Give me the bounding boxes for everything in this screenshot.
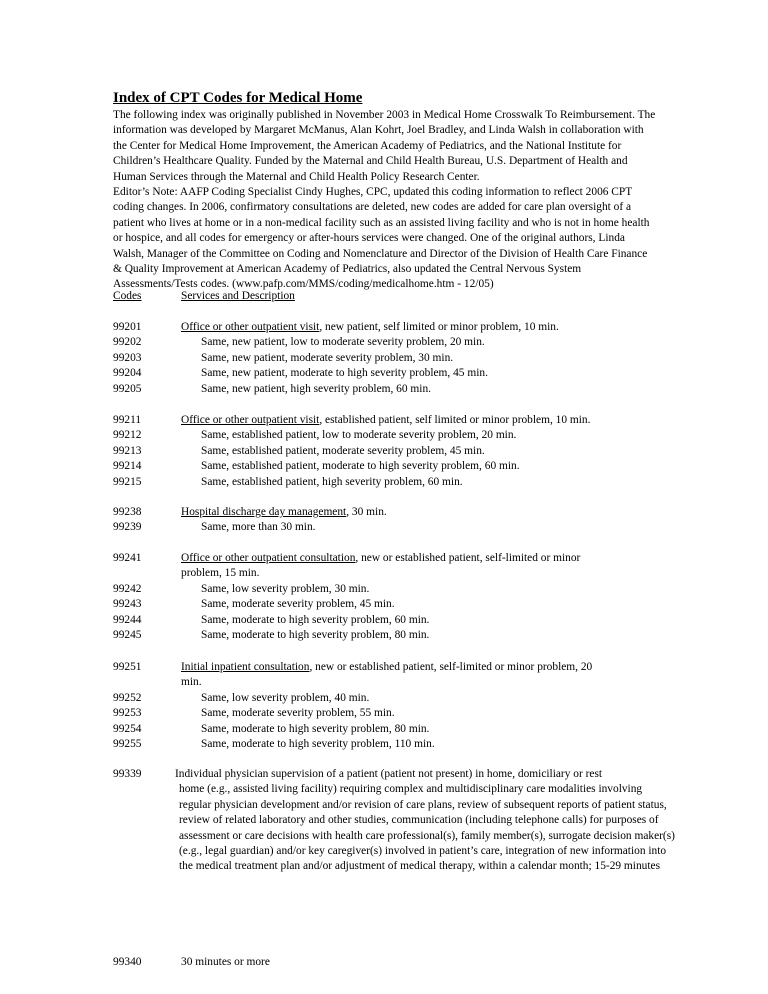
description-column: Hospital discharge day management, 30 min. Same, more than 30 min. xyxy=(181,506,387,534)
code-column: 99201 99202 99203 99204 99205 xyxy=(113,321,142,395)
service-heading: Office or other outpatient visit xyxy=(181,414,320,426)
code-column: 99241 99242 99243 99244 99245 xyxy=(113,552,142,642)
code-value: 99339 xyxy=(113,768,142,780)
code-column: 99211 99212 99213 99214 99215 xyxy=(113,414,142,488)
code-column: 99238 99239 xyxy=(113,506,142,534)
services-header: Services and Description xyxy=(181,290,295,302)
description-column: Office or other outpatient consultation, new or established patient, self-limited or minor problem, 15 min. Same, low severity problem, 30 min. Same, moderate severity problem, 45 min. Same, moderate to high severity problem, 60 min. Same, moderate to high severity problem, 80 min. xyxy=(181,552,581,642)
description-text: 30 minutes or more xyxy=(181,956,270,968)
codes-header: Codes xyxy=(113,290,142,302)
description-column: Office or other outpatient visit, established patient, self limited or minor problem, 10 min. Same, established patient, low to moderate severity problem, 20 min. Same, established patient, moderate severity problem, 45 min. Same, established patient, moderate to high severity problem, 60 min. Same, established patient, high severity problem, 60 min. xyxy=(181,414,591,488)
service-heading: Office or other outpatient visit xyxy=(181,321,320,333)
service-heading: Office or other outpatient consultation xyxy=(181,552,356,564)
description-column: Initial inpatient consultation, new or established patient, self-limited or minor problem, 20 min. Same, low severity problem, 40 min. Same, moderate severity problem, 55 min. Same, moderate to high severity problem, 80 min. Same, moderate to high severity problem, 110 min. xyxy=(181,661,593,751)
editor-note-paragraph: Editor’s Note: AAFP Coding Specialist Cindy Hughes, CPC, updated this coding information to reflect 2006 CPT coding changes. In 2006, confirmatory consultations are deleted, new codes are added for care plan oversight of a patient who lives at home or in a non-medical facility such as an assisted living facility and who is not in home health or hospice, and all codes for emergency or after-hours services were changed. One of the original authors, Linda Walsh, Manager of the Committee on Coding and Nomenclature and Director of the Division of Health Care Finance & Quality Improvement at American Academy of Pediatrics, also updated the Central Nervous System Assessments/Tests codes. (www.pafp.com/MMS/coding/medicalhome.htm - 12/05) xyxy=(113,186,650,291)
service-heading: Hospital discharge day management xyxy=(181,506,347,518)
description-column: Office or other outpatient visit, new patient, self limited or minor problem, 10 min. Same, new patient, low to moderate severity problem, 20 min. Same, new patient, moderate severity problem, 30 min. Same, new patient, moderate to high severity problem, 45 min. Same, new patient, high severity problem, 60 min. xyxy=(181,321,559,395)
intro-paragraph: The following index was originally published in November 2003 in Medical Home Crosswalk To Reimbursement. The information was developed by Margaret McManus, Alan Kohrt, Joel Bradley, and Linda Walsh in collaboration with the Center for Medical Home Improvement, the American Academy of Pediatrics, and the National Institute for Children’s Healthcare Quality. Funded by the Maternal and Child Health Bureau, U.S. Department of Health and Human Services through the Maternal and Child Health Policy Research Center. xyxy=(113,109,656,183)
code-column: 99251 99252 99253 99254 99255 xyxy=(113,661,142,751)
code-value: 99340 xyxy=(113,956,142,968)
description-text: Individual physician supervision of a patient (patient not present) in home, domiciliary or rest home (e.g., assisted living facility) requiring complex and multidisciplinary care modalities involving regular physician development and/or revision of care plans, review of subsequent reports of patient status, review of related laboratory and other studies, communication (including telephone calls) for purposes of assessment or care decisions with health care professional(s), family member(s), surrogate decision maker(s) (e.g., legal guardian) and/or key caregiver(s) involved in patient’s care, integration of new information into the medical treatment plan and/or adjustment of medical therapy, within a calendar month; 15-29 minutes xyxy=(175,768,675,873)
service-heading: Initial inpatient consultation xyxy=(181,661,310,673)
page-title: Index of CPT Codes for Medical Home xyxy=(113,90,363,106)
